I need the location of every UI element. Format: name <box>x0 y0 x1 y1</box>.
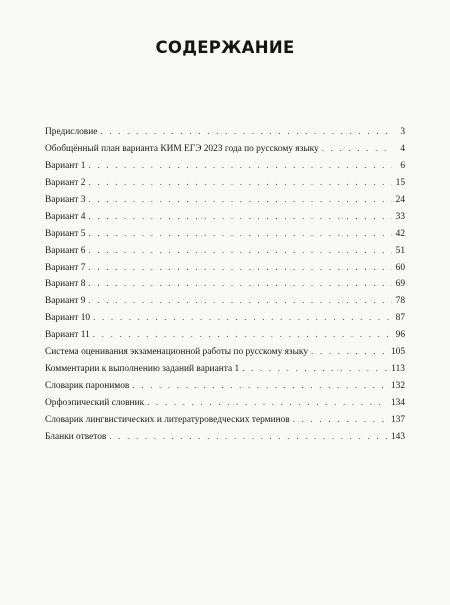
toc-entry-title: Комментарии к выполнению заданий варианта 1 <box>45 364 240 375</box>
toc-entry[interactable] <box>45 363 405 380</box>
dot-leader <box>147 397 388 407</box>
toc-entry[interactable] <box>45 397 405 414</box>
toc-entry-page: 78 <box>395 296 405 307</box>
toc-entry[interactable] <box>45 329 405 346</box>
dot-leader <box>322 143 392 153</box>
dot-leader <box>88 211 392 221</box>
toc-entry-title: Вариант 8 <box>45 279 86 290</box>
toc-entry[interactable] <box>45 312 405 329</box>
toc-entry-page: 24 <box>395 194 405 205</box>
toc-entry[interactable] <box>45 295 405 312</box>
toc-entry-title: Система оценивания экзаменационной работы по русскому языку <box>45 347 309 358</box>
toc-entry-title: Предисловие <box>45 127 98 137</box>
toc-entry-page: 69 <box>395 279 405 290</box>
dot-leader <box>88 262 392 272</box>
toc-entry-title: Вариант 11 <box>45 330 90 341</box>
dot-leader <box>100 126 392 136</box>
toc-entry[interactable] <box>45 126 405 143</box>
toc-entry-page: 87 <box>395 313 405 324</box>
dot-leader <box>132 380 388 390</box>
toc-entry[interactable] <box>45 431 405 448</box>
toc-entry-page: 33 <box>395 211 405 222</box>
toc-entry-page: 105 <box>390 347 405 358</box>
toc-entry-title: Вариант 5 <box>45 228 86 239</box>
toc-entry-title: Вариант 3 <box>45 194 86 205</box>
dot-leader <box>88 245 392 255</box>
toc-entry[interactable] <box>45 245 405 262</box>
dot-leader <box>88 278 392 288</box>
toc-entry-title: Вариант 7 <box>45 262 86 273</box>
toc-entry[interactable] <box>45 228 405 245</box>
toc-entry-page: 3 <box>400 127 405 137</box>
toc-entry[interactable] <box>45 262 405 279</box>
toc-entry-page: 113 <box>391 364 405 375</box>
toc-entry-page: 51 <box>395 245 405 256</box>
toc-entry[interactable] <box>45 380 405 397</box>
toc-entry-title: Вариант 10 <box>45 313 91 324</box>
toc-entry-title: Обобщённый план варианта КИМ ЕГЭ 2023 года по русскому языку <box>45 143 319 154</box>
dot-leader <box>88 228 392 238</box>
dot-leader <box>242 363 388 373</box>
toc-entry-title: Словарик лингвистических и литературоведческих терминов <box>45 414 290 425</box>
toc-entry-title: Бланки ответов <box>45 431 107 442</box>
dot-leader <box>109 431 388 441</box>
dot-leader <box>88 194 392 204</box>
toc-entry-title: Вариант 6 <box>45 245 86 256</box>
toc-entry-page: 6 <box>400 160 405 171</box>
toc-entry-page: 42 <box>395 228 405 239</box>
toc-entry-page: 134 <box>390 398 405 408</box>
dot-leader <box>88 295 392 305</box>
dot-leader <box>293 414 388 424</box>
toc-entry-title: Вариант 4 <box>45 211 86 222</box>
toc-entry[interactable] <box>45 194 405 211</box>
toc-entry-page: 132 <box>390 381 405 392</box>
toc-entry[interactable] <box>45 211 405 228</box>
toc-entry[interactable] <box>45 143 405 160</box>
table-of-contents <box>45 126 405 448</box>
dot-leader <box>93 312 392 322</box>
toc-entry-page: 60 <box>395 262 405 273</box>
toc-entry-title: Вариант 9 <box>45 296 86 307</box>
toc-entry-title: Орфоэпический словник <box>45 398 145 408</box>
toc-entry-page: 96 <box>395 330 405 341</box>
toc-entry-page: 15 <box>395 177 405 188</box>
toc-entry[interactable] <box>45 160 405 177</box>
page-title: СОДЕРЖАНИЕ <box>155 38 295 57</box>
dot-leader <box>311 346 388 356</box>
dot-leader <box>88 160 392 170</box>
dot-leader <box>88 177 392 187</box>
dot-leader <box>93 329 392 339</box>
toc-entry[interactable] <box>45 278 405 295</box>
toc-entry-title: Вариант 1 <box>45 160 86 171</box>
toc-entry-page: 137 <box>390 414 405 425</box>
toc-entry-title: Вариант 2 <box>45 177 86 188</box>
toc-entry-title: Словарик паронимов <box>45 381 130 392</box>
toc-entry[interactable] <box>45 177 405 194</box>
toc-entry[interactable] <box>45 346 405 363</box>
toc-entry-page: 143 <box>390 431 405 442</box>
toc-entry-page: 4 <box>400 143 405 154</box>
toc-entry[interactable] <box>45 414 405 431</box>
